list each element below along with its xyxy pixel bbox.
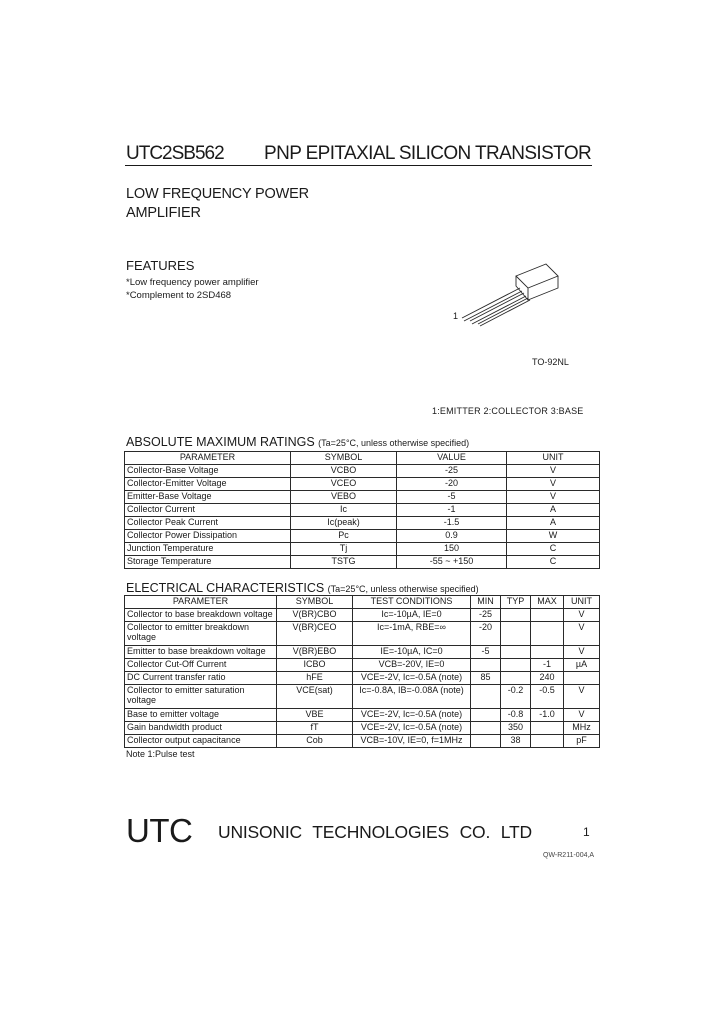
symbol-cell: VBE	[277, 709, 353, 722]
param-cell: Collector Peak Current	[125, 517, 291, 530]
param-cell: Collector to base breakdown voltage	[125, 609, 277, 622]
unit-cell: pF	[564, 735, 600, 748]
condition-cell: VCE=-2V, Ic=-0.5A (note)	[353, 672, 471, 685]
symbol-cell: VCBO	[291, 465, 397, 478]
typ-cell: -0.8	[501, 709, 531, 722]
document-code: QW-R211-004,A	[543, 852, 595, 859]
abs-max-table	[124, 451, 600, 569]
value-cell: -5	[397, 491, 507, 504]
col-header: VALUE	[397, 452, 507, 465]
col-header: UNIT	[507, 452, 600, 465]
typ-cell	[501, 672, 531, 685]
param-cell: Collector output capacitance	[125, 735, 277, 748]
subtitle-line-2: AMPLIFIER	[126, 205, 201, 221]
elec-char-table	[124, 595, 600, 748]
condition-cell: Ic=-0.8A, IB=-0.08A (note)	[353, 685, 471, 709]
value-cell: -20	[397, 478, 507, 491]
col-header: MAX	[531, 596, 564, 609]
unit-cell	[564, 672, 600, 685]
table-row	[125, 722, 600, 735]
max-cell	[531, 735, 564, 748]
symbol-cell: hFE	[277, 672, 353, 685]
max-cell	[531, 722, 564, 735]
max-cell: 240	[531, 672, 564, 685]
min-cell: 85	[471, 672, 501, 685]
abs-max-title-text: ABSOLUTE MAXIMUM RATINGS	[126, 435, 315, 449]
unit-cell: A	[507, 504, 600, 517]
symbol-cell: Tj	[291, 543, 397, 556]
col-header: SYMBOL	[277, 596, 353, 609]
typ-cell	[501, 609, 531, 622]
min-cell	[471, 659, 501, 672]
col-header: MIN	[471, 596, 501, 609]
table-header-row	[125, 452, 600, 465]
max-cell: -0.5	[531, 685, 564, 709]
unit-cell: A	[507, 517, 600, 530]
unit-cell: V	[564, 622, 600, 646]
symbol-cell: VCEO	[291, 478, 397, 491]
col-header: SYMBOL	[291, 452, 397, 465]
table-row	[125, 530, 600, 543]
param-cell: Gain bandwidth product	[125, 722, 277, 735]
elec-char-condition: (Ta=25°C, unless otherwise specified)	[327, 584, 479, 594]
param-cell: Collector Current	[125, 504, 291, 517]
param-cell: Emitter to base breakdown voltage	[125, 646, 277, 659]
value-cell: -1.5	[397, 517, 507, 530]
condition-cell: VCE=-2V, Ic=-0.5A (note)	[353, 709, 471, 722]
table-header-row	[125, 596, 600, 609]
unit-cell: V	[564, 685, 600, 709]
value-cell: -55 ~ +150	[397, 556, 507, 569]
col-header: PARAMETER	[125, 452, 291, 465]
symbol-cell: Cob	[277, 735, 353, 748]
max-cell: -1.0	[531, 709, 564, 722]
table-row	[125, 504, 600, 517]
company-name: UNISONIC TECHNOLOGIES CO. LTD	[218, 822, 532, 842]
unit-cell: V	[564, 709, 600, 722]
param-cell: Junction Temperature	[125, 543, 291, 556]
max-cell: -1	[531, 659, 564, 672]
param-cell: Collector-Emitter Voltage	[125, 478, 291, 491]
typ-cell: 350	[501, 722, 531, 735]
unit-cell: MHz	[564, 722, 600, 735]
package-name: TO-92NL	[532, 357, 569, 367]
header-rule	[125, 165, 592, 166]
symbol-cell: V(BR)CEO	[277, 622, 353, 646]
page-number: 1	[583, 825, 590, 839]
unit-cell: V	[507, 465, 600, 478]
param-cell: Storage Temperature	[125, 556, 291, 569]
typ-cell	[501, 659, 531, 672]
unit-cell: C	[507, 543, 600, 556]
condition-cell: IE=-10µA, IC=0	[353, 646, 471, 659]
table-row	[125, 609, 600, 622]
value-cell: -1	[397, 504, 507, 517]
param-cell: Collector to emitter saturation voltage	[125, 685, 277, 709]
symbol-cell: V(BR)CBO	[277, 609, 353, 622]
symbol-cell: Pc	[291, 530, 397, 543]
abs-max-title	[126, 435, 469, 449]
feature-item: *Low frequency power amplifier	[126, 277, 259, 288]
condition-cell: VCE=-2V, Ic=-0.5A (note)	[353, 722, 471, 735]
param-cell: DC Current transfer ratio	[125, 672, 277, 685]
min-cell	[471, 722, 501, 735]
table-row	[125, 517, 600, 530]
symbol-cell: fT	[277, 722, 353, 735]
device-description: PNP EPITAXIAL SILICON TRANSISTOR	[264, 143, 592, 164]
table-row	[125, 672, 600, 685]
param-cell: Collector to emitter breakdown voltage	[125, 622, 277, 646]
utc-logo: UTC	[126, 812, 193, 849]
symbol-cell: Ic(peak)	[291, 517, 397, 530]
unit-cell: V	[507, 478, 600, 491]
max-cell	[531, 622, 564, 646]
col-header: UNIT	[564, 596, 600, 609]
elec-char-title-text: ELECTRICAL CHARACTERISTICS	[126, 581, 325, 595]
unit-cell: W	[507, 530, 600, 543]
param-cell: Collector Cut-Off Current	[125, 659, 277, 672]
symbol-cell: VEBO	[291, 491, 397, 504]
table-row	[125, 478, 600, 491]
subtitle-line-1: LOW FREQUENCY POWER	[126, 186, 309, 202]
symbol-cell: V(BR)EBO	[277, 646, 353, 659]
table-row	[125, 465, 600, 478]
symbol-cell: ICBO	[277, 659, 353, 672]
part-number: UTC2SB562	[126, 143, 224, 164]
condition-cell: VCB=-20V, IE=0	[353, 659, 471, 672]
param-cell: Collector Power Dissipation	[125, 530, 291, 543]
min-cell: -5	[471, 646, 501, 659]
table-row	[125, 622, 600, 646]
condition-cell: Ic=-10µA, IE=0	[353, 609, 471, 622]
symbol-cell: TSTG	[291, 556, 397, 569]
abs-max-condition: (Ta=25°C, unless otherwise specified)	[318, 438, 470, 448]
param-cell: Collector-Base Voltage	[125, 465, 291, 478]
pin-legend: 1:EMITTER 2:COLLECTOR 3:BASE	[432, 406, 584, 416]
table-row	[125, 646, 600, 659]
unit-cell: V	[564, 609, 600, 622]
param-cell: Emitter-Base Voltage	[125, 491, 291, 504]
table-row	[125, 685, 600, 709]
table-row	[125, 735, 600, 748]
typ-cell: 38	[501, 735, 531, 748]
unit-cell: C	[507, 556, 600, 569]
param-cell: Base to emitter voltage	[125, 709, 277, 722]
table-row	[125, 556, 600, 569]
footnote: Note 1:Pulse test	[126, 749, 195, 759]
table-row	[125, 709, 600, 722]
table-row	[125, 543, 600, 556]
subtitle	[126, 185, 309, 223]
col-header: TYP	[501, 596, 531, 609]
table-row	[125, 491, 600, 504]
col-header: PARAMETER	[125, 596, 277, 609]
features-title: FEATURES	[126, 258, 195, 273]
feature-item: *Complement to 2SD468	[126, 290, 232, 301]
elec-char-title	[126, 581, 479, 595]
pin-1-label: 1	[453, 311, 459, 321]
value-cell: 0.9	[397, 530, 507, 543]
min-cell: -25	[471, 609, 501, 622]
typ-cell: -0.2	[501, 685, 531, 709]
features-list	[126, 276, 259, 302]
symbol-cell: VCE(sat)	[277, 685, 353, 709]
max-cell	[531, 609, 564, 622]
min-cell	[471, 735, 501, 748]
min-cell	[471, 709, 501, 722]
value-cell: -25	[397, 465, 507, 478]
condition-cell: Ic=-1mA, RBE=∞	[353, 622, 471, 646]
unit-cell: V	[507, 491, 600, 504]
typ-cell	[501, 646, 531, 659]
table-row	[125, 659, 600, 672]
condition-cell: VCB=-10V, IE=0, f=1MHz	[353, 735, 471, 748]
typ-cell	[501, 622, 531, 646]
max-cell	[531, 646, 564, 659]
unit-cell: µA	[564, 659, 600, 672]
to92-package-drawing	[448, 258, 568, 328]
value-cell: 150	[397, 543, 507, 556]
unit-cell: V	[564, 646, 600, 659]
col-header: TEST CONDITIONS	[353, 596, 471, 609]
min-cell: -20	[471, 622, 501, 646]
symbol-cell: Ic	[291, 504, 397, 517]
min-cell	[471, 685, 501, 709]
